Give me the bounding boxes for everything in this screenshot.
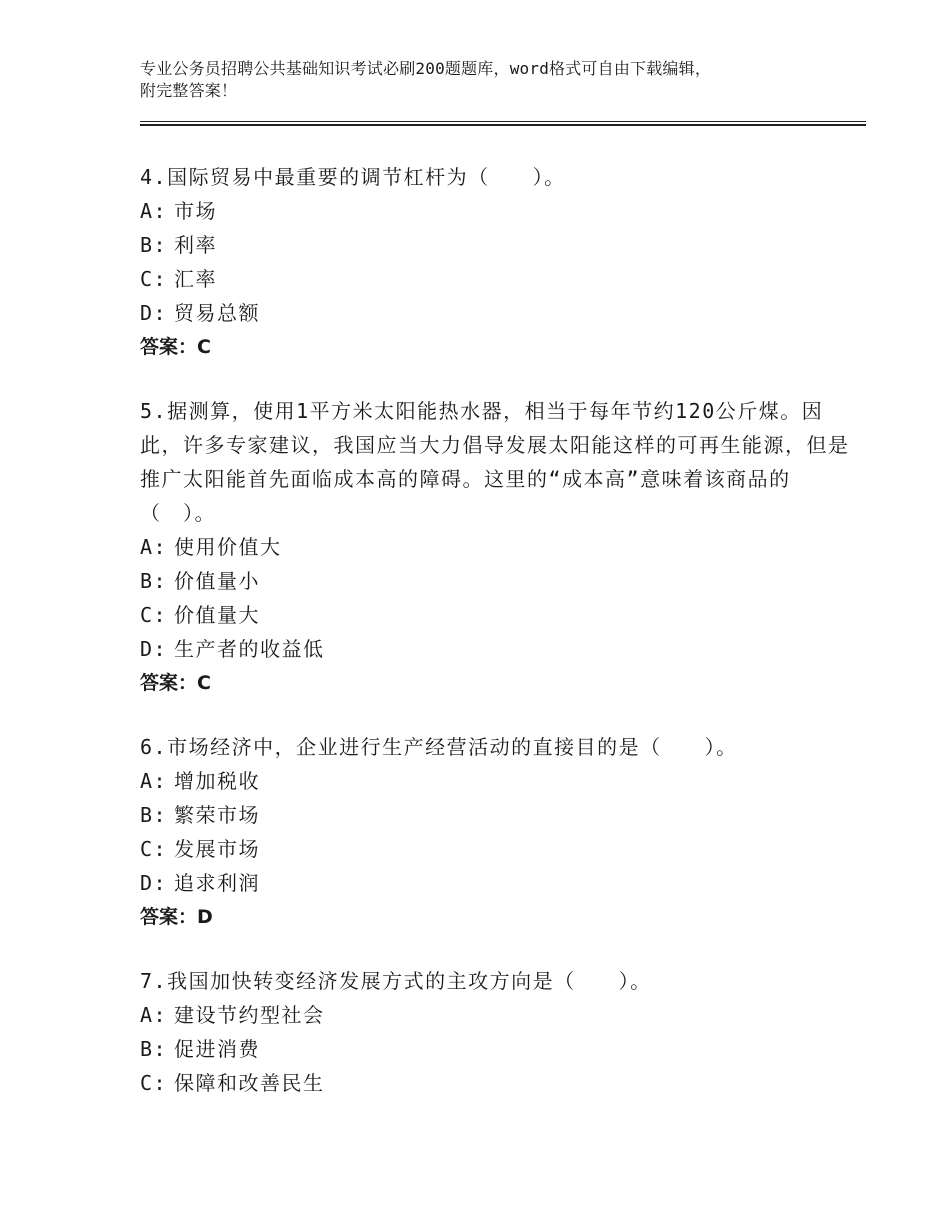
option-c [140, 1066, 860, 1100]
option-d [140, 866, 860, 900]
option-text: 市场 [174, 199, 217, 223]
option-label: D: [140, 871, 168, 895]
option-a [140, 998, 860, 1032]
option-d [140, 632, 860, 666]
option-text: 建设节约型社会 [174, 1003, 325, 1027]
option-label: B: [140, 569, 168, 593]
option-b [140, 228, 860, 262]
option-text: 发展市场 [174, 837, 260, 861]
option-text: 保障和改善民生 [174, 1071, 325, 1095]
question-7 [140, 964, 860, 1100]
option-a [140, 764, 860, 798]
answer-line: 答案：C [140, 336, 211, 358]
question-text: 6.市场经济中，企业进行生产经营活动的直接目的是（ ）。 [140, 735, 738, 759]
option-text: 使用价值大 [174, 535, 282, 559]
header-divider-thin [140, 121, 866, 122]
answer-line: 答案：C [140, 672, 211, 694]
question-list [140, 160, 860, 1130]
option-label: B: [140, 1037, 168, 1061]
option-label: A: [140, 535, 168, 559]
option-label: D: [140, 637, 168, 661]
option-c [140, 262, 860, 296]
header-divider-thick [140, 124, 866, 126]
answer-line: 答案：D [140, 906, 213, 928]
option-text: 生产者的收益低 [174, 637, 325, 661]
question-text: 5.据测算，使用1平方米太阳能热水器，相当于每年节约120公斤煤。因此，许多专家建议，我国应当大力倡导发展太阳能这样的可再生能源，但是推广太阳能首先面临成本高的障碍。这里的“成本高”意味着该商品的（ ）。 [140, 399, 850, 525]
option-text: 追求利润 [174, 871, 260, 895]
question-4 [140, 160, 860, 364]
option-label: A: [140, 199, 168, 223]
option-label: D: [140, 301, 168, 325]
option-text: 繁荣市场 [174, 803, 260, 827]
option-d [140, 296, 860, 330]
option-label: C: [140, 603, 168, 627]
option-text: 增加税收 [174, 769, 260, 793]
option-label: A: [140, 1003, 168, 1027]
option-label: C: [140, 837, 168, 861]
option-text: 汇率 [174, 267, 217, 291]
option-label: C: [140, 267, 168, 291]
question-6 [140, 730, 860, 934]
option-c [140, 598, 860, 632]
question-text: 4.国际贸易中最重要的调节杠杆为（ ）。 [140, 165, 566, 189]
option-text: 利率 [174, 233, 217, 257]
option-text: 贸易总额 [174, 301, 260, 325]
option-label: B: [140, 803, 168, 827]
option-label: C: [140, 1071, 168, 1095]
option-b [140, 798, 860, 832]
option-a [140, 194, 860, 228]
option-label: B: [140, 233, 168, 257]
option-text: 价值量小 [174, 569, 260, 593]
option-label: A: [140, 769, 168, 793]
header-line-2: 附完整答案！ [140, 81, 238, 100]
option-text: 价值量大 [174, 603, 260, 627]
option-c [140, 832, 860, 866]
option-text: 促进消费 [174, 1037, 260, 1061]
option-a [140, 530, 860, 564]
header-line-1: 专业公务员招聘公共基础知识考试必刷200题题库，word格式可自由下载编辑， [140, 59, 712, 78]
page-header [140, 58, 840, 102]
option-b [140, 564, 860, 598]
question-5 [140, 394, 860, 700]
question-text: 7.我国加快转变经济发展方式的主攻方向是（ ）。 [140, 969, 652, 993]
option-b [140, 1032, 860, 1066]
